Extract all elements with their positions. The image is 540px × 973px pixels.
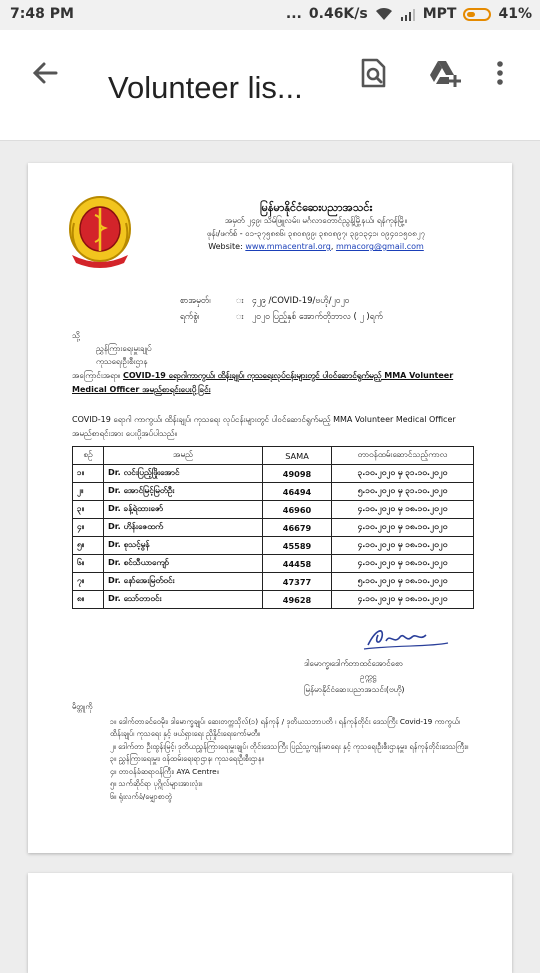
status-bar [0, 0, 540, 30]
signal-icon [400, 8, 416, 21]
cc-item: ၅။ သက်ဆိုင်ရာ ပုဂ္ဂိုလ်များအားလုံး။ [110, 779, 203, 788]
table-row [73, 501, 474, 519]
row-number: ၈။ [73, 591, 104, 609]
letterhead [146, 201, 486, 253]
volunteer-name: Dr. အောင်မြင့်မြတ်ဦး [104, 483, 263, 501]
row-number: ၄။ [73, 519, 104, 537]
row-number: ၃။ [73, 501, 104, 519]
sama-number: 47377 [263, 573, 332, 591]
table-row [73, 537, 474, 555]
sama-number: 46494 [263, 483, 332, 501]
col-header: တာဝန်ထမ်းဆောင်သည့်ကာလ [332, 447, 474, 465]
cc-item: ၃။ ညွှန်ကြားရေးမှူး၊ ဝန်ထမ်းရေးရာဌာန၊ ကုသရေးဦးစီးဌာန။ [110, 754, 264, 763]
more-vert-icon[interactable] [493, 58, 507, 88]
battery-icon [463, 8, 491, 21]
sama-number: 45589 [263, 537, 332, 555]
signer-name: ဒါမောက္ခ၊ဒေါက်တာထင်အောင်စော [304, 659, 403, 668]
duty-period: ၄.၁၀.၂၀၂၀ မှ ၁၈.၁၀.၂၀၂၀ [332, 501, 474, 519]
org-web-line: Website: www.mmacentral.org, mmacorg@gmail.com [208, 242, 424, 251]
row-number: ၅။ [73, 537, 104, 555]
sama-number: 49098 [263, 465, 332, 483]
table-header-row [73, 447, 474, 465]
duty-period: ၅.၁၀.၂၀၂၀ မှ ၃၁.၁၀.၂၀၂၀ [332, 483, 474, 501]
to-line-2: ကုသရေးဦးစီးဌာန [96, 357, 148, 366]
signer-org: မြန်မာနိုင်ငံဆေးပညာအသင်း(ဗဟို) [304, 685, 405, 694]
cc-label: မိတ္တူကို [72, 702, 93, 711]
document-title: Volunteer lis... [108, 70, 303, 105]
carrier-name: MPT [422, 6, 457, 22]
volunteer-name: Dr. ဟိန်းဇေထက် [104, 519, 263, 537]
date-label: ရက်စွဲ၊ [180, 312, 200, 322]
duty-period: ၄.၁၀.၂၀၂၀ မှ ၁၈.၁၀.၂၀၂၀ [332, 591, 474, 609]
signature-image [328, 623, 478, 653]
org-name: မြန်မာနိုင်ငံဆေးပညာအသင်း [259, 201, 373, 214]
row-number: ၁။ [73, 465, 104, 483]
col-header: စဉ် [73, 447, 104, 465]
sama-number: 44458 [263, 555, 332, 573]
to-label: သို့ [72, 331, 80, 340]
arrow-back-icon[interactable] [30, 58, 60, 88]
table-row [73, 573, 474, 591]
body-paragraph: COVID-19 ရောဂါ ကာကွယ်၊ ထိန်းချုပ်၊ ကုသရေး လုပ်ငန်းများတွင် ပါဝင်ဆောင်ရွက်မည့် MMA Volunteer Medical Officer အမည်စာရင်းအား ပေးပို့အပ်ပါသည်။ [72, 415, 456, 438]
cc-item: ၄။ တာဝန်ခံဆရာဝန်ကြီး၊ AYA Centre။ [110, 766, 219, 776]
cc-item: ၁။ ဒေါက်တာခင်ဝေမိုး၊ ဒါမောက္ခချုပ်၊ ဆေးတက္ကသိုလ်(၁) ရန်ကုန် / ဒုတိယသဘာပတိ ၊ ရန်ကုန်တိုင်း ဒေသကြီး Covid-19 ကာကွယ်၊ ထိန်းချုပ်၊ ကုသရေး နှင့် ဖယ်ရှားရေး ညှိနှိုင်းရေးကော်မတီ။ [110, 716, 461, 738]
table-row [73, 465, 474, 483]
next-document-page [28, 873, 512, 973]
document-page [28, 163, 512, 853]
table-row [73, 519, 474, 537]
table-row [73, 591, 474, 609]
row-number: ၆။ [73, 555, 104, 573]
cc-list [72, 701, 482, 803]
volunteer-name: Dr. သော်တာဝင်း [104, 591, 263, 609]
sama-number: 46960 [263, 501, 332, 519]
volunteer-name: Dr. ခန့်ရဲထားဇော် [104, 501, 263, 519]
ref-label: စာအမှတ်၊ [180, 296, 211, 306]
org-address: အမှတ် ၂၄၉၊ သိမ်ဖြူလမ်း၊ မင်္ဂလာတောင်ညွန့်မြို့နယ်၊ ရန်ကုန်မြို့။ [224, 216, 408, 225]
battery-percent: 41% [498, 6, 532, 22]
add-to-drive-icon[interactable] [428, 58, 462, 88]
find-in-page-icon[interactable] [358, 58, 388, 88]
sama-number: 49628 [263, 591, 332, 609]
subject-line [72, 369, 472, 397]
duty-period: ၅.၁၀.၂၀၂၀ မှ ၁၈.၁၀.၂၀၂၀ [332, 573, 474, 591]
mma-seal-icon [66, 193, 134, 269]
app-bar [0, 30, 540, 141]
duty-period: ၃.၁၀.၂၀၂၀ မှ ၃၁.၁၀.၂၀၂၀ [332, 465, 474, 483]
status-time: 7:48 PM [10, 6, 74, 22]
email-link[interactable]: mmacorg@gmail.com [335, 242, 424, 251]
duty-period: ၄.၁၀.၂၀၂၀ မှ ၁၈.၁၀.၂၀၂၀ [332, 519, 474, 537]
volunteer-name: Dr. စုသင့်မွန် [104, 537, 263, 555]
cc-item: ၆။ ရုံးလက်ခံ/မျှောစာတွဲ [110, 791, 172, 801]
volunteer-name: Dr. နော်အေးမြတ်ဝင်း [104, 573, 263, 591]
org-phone: ဖုန်း/ဖက်စ် - ၀၁-၃၇၅၈၈၆၊ ၃၈၀၈၉၉၊ ၃၈၀၈၉၇၊ ၃၉၁၃၄၁၊ ၀၉၄၀၁၅၀၈၂၇ [206, 229, 426, 238]
duty-period: ၄.၁၀.၂၀၂၀ မှ ၁၈.၁၀.၂၀၂၀ [332, 537, 474, 555]
network-speed: 0.46K/s [308, 6, 368, 22]
status-dots: ... [285, 6, 302, 22]
ref-value: ၄၂၉ /COVID-19/ဗဟို/၂၀၂၀ [252, 296, 350, 306]
col-header: အမည် [104, 447, 263, 465]
duty-period: ၄.၁၀.၂၀၂၀ မှ ၁၈.၁၀.၂၀၂၀ [332, 555, 474, 573]
col-header: SAMA [263, 447, 332, 465]
to-line-1: ညွှန်ကြားရေးမှူးချုပ် [96, 344, 152, 353]
date-value: ၂၀၂၀ ပြည့်နှစ် အောက်တိုဘာလ ( ၂ )ရက် [252, 312, 383, 322]
table-row [73, 483, 474, 501]
row-number: ၇။ [73, 573, 104, 591]
table-row [73, 555, 474, 573]
signature-block [304, 657, 405, 696]
subject-label: အကြောင်းအရာ။ [72, 371, 121, 380]
cc-item: ၂။ ဒေါက်တာ ဦးထွန်းမြင့်၊ ဒုတိယညွှန်ကြားရေးမှူးချုပ်၊ တိုင်းဒေသကြီး ပြည်သူ့ကျန်းမာရေး နှင့် ကုသရေးဦးစီးဌာနမှူး၊ ရန်ကုန်တိုင်းဒေသကြီး။ [110, 741, 469, 751]
subject-text: COVID-19 ရောဂါကာကွယ်၊ ထိန်းချုပ်၊ ကုသရေးလုပ်ငန်းများတွင် ပါဝင်ဆောင်ရွက်မည့် MMA Volunteer Medical Officer အမည်စာရင်းပေးပို့ခြင်း [72, 371, 454, 394]
recipient-block [72, 329, 151, 368]
volunteer-name: Dr. လင်းပြည့်ဖြိုးအောင် [104, 465, 263, 483]
signer-role: ဥက္ကဋ္ဌ [360, 672, 377, 681]
volunteer-name: Dr. စင်သီယာကျော် [104, 555, 263, 573]
website-label: Website: [208, 242, 243, 251]
sama-number: 46679 [263, 519, 332, 537]
website-link[interactable]: www.mmacentral.org [245, 242, 331, 251]
volunteer-table [72, 446, 474, 609]
letter-meta: စာအမှတ်၊ း ၄၂၉ /COVID-19/ဗဟို/၂၀၂၀ ရက်စွဲ၊ း ၂၀၂၀ ပြည့်နှစ် အောက်တိုဘာလ ( ၂ )ရက် [180, 293, 383, 325]
wifi-icon [375, 7, 393, 21]
row-number: ၂။ [73, 483, 104, 501]
